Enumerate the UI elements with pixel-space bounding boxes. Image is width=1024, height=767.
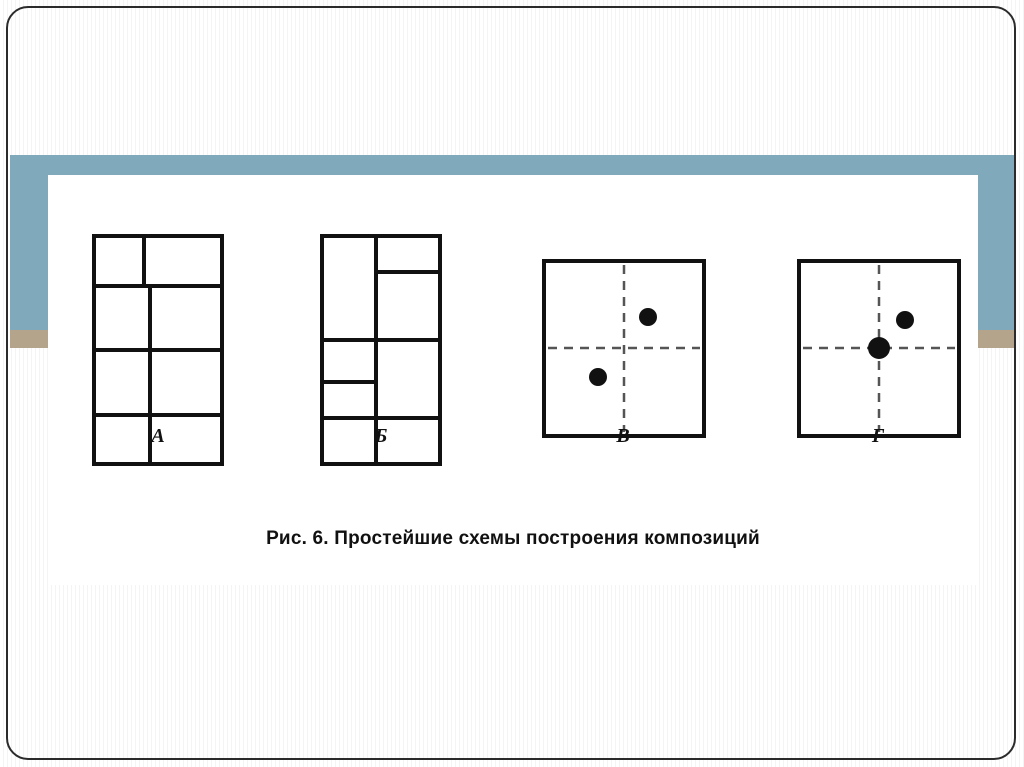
accent-band-top bbox=[10, 155, 1016, 175]
scheme-b-label: Б bbox=[374, 425, 388, 447]
accent-band-tan-left bbox=[10, 330, 48, 348]
scheme-v-label: В bbox=[616, 425, 630, 447]
accent-band-left bbox=[10, 155, 48, 330]
figure-caption: Рис. 6. Простейшие схемы построения композиций bbox=[266, 528, 760, 549]
scheme-v bbox=[538, 255, 713, 445]
scheme-a-label: А bbox=[151, 425, 165, 447]
scheme-g-label: Г bbox=[871, 425, 885, 447]
scheme-v-diagram bbox=[538, 255, 713, 445]
scheme-a bbox=[88, 230, 228, 470]
scheme-g-diagram bbox=[793, 255, 968, 445]
scheme-g bbox=[793, 255, 968, 445]
figure-area bbox=[48, 175, 978, 585]
scheme-b bbox=[316, 230, 446, 470]
